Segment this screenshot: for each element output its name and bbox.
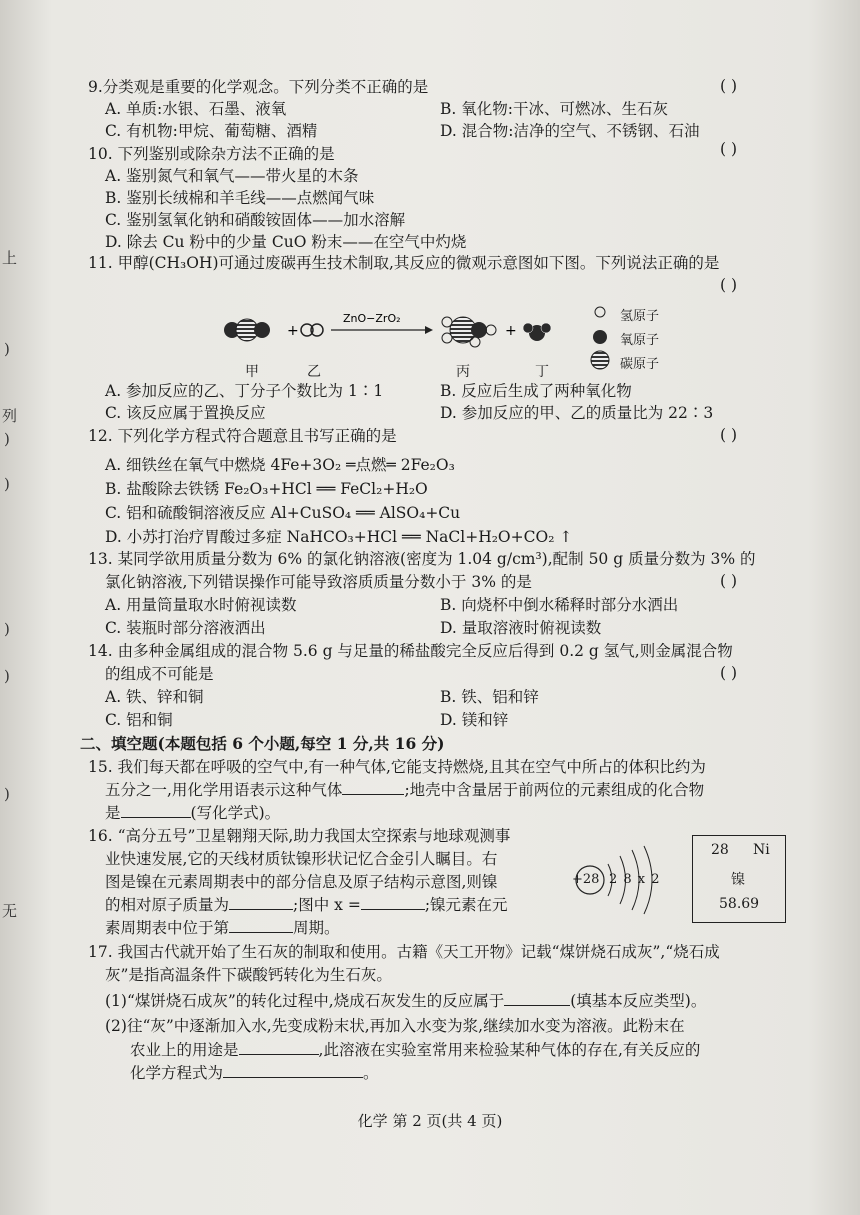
q15-text: ;地壳中含量居于前两位的元素组成的化合物 — [404, 781, 705, 799]
atomic-number: 28 — [711, 842, 729, 858]
q17-blank-equation[interactable] — [223, 1063, 363, 1078]
q16-text: 的相对原子质量为 — [105, 896, 230, 914]
catalyst-label: ZnO−ZrO₂ — [343, 312, 401, 325]
q15-blank-1[interactable] — [342, 780, 404, 795]
electron-shells: 2 8 x 2 — [609, 872, 661, 887]
margin-mark: ) — [4, 667, 10, 685]
q11-answer-paren[interactable]: ( ) — [720, 276, 738, 294]
water-molecule — [523, 323, 551, 341]
q13-stem-line1: 13. 某同学欲用质量分数为 6% 的氯化钠溶液(密度为 1.04 g/cm³),配制 50 g 质量分数为 3% 的 — [88, 550, 756, 568]
legend-oxygen: 氧原子 — [620, 333, 660, 348]
q15-line2 — [105, 780, 704, 800]
q10-option-a: A. 鉴别氮气和氧气——带火星的木条 — [105, 167, 359, 185]
q17-sub2-line3 — [130, 1063, 379, 1083]
q9-option-b: B. 氧化物:干冰、可燃冰、生石灰 — [440, 100, 668, 118]
q17-text: (填基本反应类型)。 — [570, 992, 707, 1010]
label-jia: 甲 — [245, 364, 259, 380]
q17-text: ,此溶液在实验室常用来检验某种气体的存在,有关反应的 — [318, 1041, 701, 1059]
q17-text: 化学方程式为 — [130, 1064, 224, 1082]
margin-mark: ) — [4, 340, 10, 358]
q13-stem-line2: 氯化钠溶液,下列错误操作可能导致溶质质量分数小于 3% 的是 — [105, 573, 532, 591]
q10-answer-paren[interactable]: ( ) — [720, 140, 738, 158]
reaction-diagram — [215, 300, 795, 380]
q16-line5 — [105, 918, 340, 938]
q13-option-c: C. 装瓶时部分溶液洒出 — [105, 619, 266, 637]
q17-sub2-line2 — [130, 1040, 700, 1060]
q11-option-d: D. 参加反应的甲、乙的质量比为 22∶3 — [440, 404, 714, 422]
q10-option-d: D. 除去 Cu 粉中的少量 CuO 粉末——在空气中灼烧 — [105, 233, 467, 251]
q11-option-a: A. 参加反应的乙、丁分子个数比为 1∶1 — [105, 382, 384, 400]
carbon-legend-icon — [591, 351, 609, 369]
q12-option-c: C. 铝和硫酸铜溶液反应 Al+CuSO₄ ══ AlSO₄+Cu — [105, 504, 461, 522]
q12-answer-paren[interactable]: ( ) — [720, 426, 738, 444]
q16-text: ;图中 x = — [293, 896, 361, 914]
q12-stem: 12. 下列化学方程式符合题意且书写正确的是 — [88, 427, 397, 445]
co2-molecule — [224, 319, 270, 341]
q10-option-b: B. 鉴别长绒棉和羊毛线——点燃闻气味 — [105, 189, 375, 207]
page-footer: 化学 第 2 页(共 4 页) — [357, 1112, 503, 1130]
plus-sign: + — [505, 323, 517, 339]
q11-option-c: C. 该反应属于置换反应 — [105, 404, 266, 422]
q16-line4 — [105, 895, 508, 915]
q12-option-a: A. 细铁丝在氧气中燃烧 4Fe+3O₂ ═点燃═ 2Fe₂O₃ — [105, 456, 455, 474]
atomic-mass: 58.69 — [719, 896, 760, 912]
q11-stem: 11. 甲醇(CH₃OH)可通过废碳再生技术制取,其反应的微观示意图如下图。下列说法正确的是 — [88, 254, 720, 272]
h2-molecule — [301, 324, 323, 336]
q17-line2: 灰”是指高温条件下碳酸钙转化为生石灰。 — [105, 966, 392, 984]
q13-option-b: B. 向烧杯中倒水稀释时部分水洒出 — [440, 596, 679, 614]
q16-line2: 业快速发展,它的天线材质钛镍形状记忆合金引人瞩目。右 — [105, 850, 498, 868]
margin-mark: 上 — [2, 249, 18, 267]
q17-text: 农业上的用途是 — [130, 1041, 239, 1059]
label-bing: 丙 — [456, 364, 470, 380]
q9-stem: 9.分类观是重要的化学观念。下列分类不正确的是 — [88, 78, 429, 96]
element-name: 镍 — [731, 872, 745, 888]
q15-text: 是 — [105, 804, 121, 822]
q17-line1: 17. 我国古代就开始了生石灰的制取和使用。古籍《天工开物》记载“煤饼烧石成灰”,“烧石成 — [88, 943, 720, 961]
q17-text: (1)“煤饼烧石成灰”的转化过程中,烧成石灰发生的反应属于 — [105, 992, 505, 1010]
q10-stem: 10. 下列鉴别或除杂方法不正确的是 — [88, 145, 335, 163]
q16-text: 周期。 — [293, 919, 340, 937]
q16-text: ;镍元素在元 — [424, 896, 508, 914]
hydrogen-legend-icon — [595, 307, 605, 317]
legend-hydrogen: 氢原子 — [620, 309, 660, 324]
q16-line3: 图是镍在元素周期表中的部分信息及原子结构示意图,则镍 — [105, 873, 498, 891]
margin-mark: ) — [4, 620, 10, 638]
oxygen-legend-icon — [593, 330, 607, 344]
q16-blank-period[interactable] — [229, 918, 293, 933]
q14-stem-line2: 的组成不可能是 — [105, 665, 214, 683]
nucleus-charge: +28 — [572, 872, 600, 887]
q14-stem-line1: 14. 由多种金属组成的混合物 5.6 g 与足量的稀盐酸完全反应后得到 0.2 g 氢气,则金属混合物 — [88, 642, 733, 660]
methanol-molecule — [442, 317, 496, 347]
label-yi: 乙 — [307, 364, 321, 380]
q15-line1: 15. 我们每天都在呼吸的空气中,有一种气体,它能支持燃烧,且其在空气中所占的体积比约为 — [88, 758, 706, 776]
q14-option-a: A. 铁、锌和铜 — [105, 688, 204, 706]
periodic-table-cell — [692, 835, 786, 923]
q9-answer-paren[interactable]: ( ) — [720, 77, 738, 95]
label-ding: 丁 — [535, 364, 549, 380]
margin-mark: ) — [4, 430, 10, 448]
q10-option-c: C. 鉴别氢氧化钠和硝酸铵固体——加水溶解 — [105, 211, 406, 229]
q14-option-b: B. 铁、铝和锌 — [440, 688, 539, 706]
q13-answer-paren[interactable]: ( ) — [720, 572, 738, 590]
q17-text: 。 — [363, 1064, 379, 1082]
margin-mark: 列 — [2, 407, 18, 425]
q16-text: 素周期表中位于第 — [105, 919, 230, 937]
margin-mark: ) — [4, 475, 10, 493]
legend-carbon: 碳原子 — [620, 357, 660, 372]
q16-blank-mass[interactable] — [229, 895, 293, 910]
q15-text: (写化学式)。 — [190, 804, 281, 822]
q12-option-b: B. 盐酸除去铁锈 Fe₂O₃+HCl ══ FeCl₂+H₂O — [105, 480, 428, 498]
section-heading: 二、填空题(本题包括 6 个小题,每空 1 分,共 16 分) — [80, 734, 445, 753]
q13-option-d: D. 量取溶液时俯视读数 — [440, 619, 602, 637]
q16-blank-x[interactable] — [361, 895, 425, 910]
q14-answer-paren[interactable]: ( ) — [720, 664, 738, 682]
q11-option-b: B. 反应后生成了两种氧化物 — [440, 382, 632, 400]
plus-sign: + — [287, 323, 299, 339]
q9-option-c: C. 有机物:甲烷、葡萄糖、酒精 — [105, 122, 318, 140]
q17-sub2-line1: (2)往“灰”中逐渐加入水,先变成粉末状,再加入水变为浆,继续加水变为溶液。此粉末在 — [105, 1017, 685, 1035]
q12-option-d: D. 小苏打治疗胃酸过多症 NaHCO₃+HCl ══ NaCl+H₂O+CO₂ ↑ — [105, 528, 573, 546]
q16-line1: 16. “高分五号”卫星翱翔天际,助力我国太空探索与地球观测事 — [88, 827, 511, 845]
q15-text: 五分之一,用化学用语表示这种气体 — [105, 781, 343, 799]
element-symbol: Ni — [753, 842, 770, 858]
q9-option-d: D. 混合物:洁净的空气、不锈钢、石油 — [440, 122, 700, 140]
q17-blank-reaction-type[interactable] — [504, 991, 570, 1006]
q17-blank-use[interactable] — [239, 1040, 319, 1055]
margin-mark: 无 — [2, 902, 18, 920]
q15-line3 — [105, 803, 280, 823]
q14-option-d: D. 镁和锌 — [440, 711, 509, 729]
q14-option-c: C. 铝和铜 — [105, 711, 173, 729]
q9-option-a: A. 单质:水银、石墨、液氧 — [105, 100, 287, 118]
margin-mark: ) — [4, 785, 10, 803]
q15-blank-2[interactable] — [121, 803, 191, 818]
q17-sub1 — [105, 991, 706, 1011]
q13-option-a: A. 用量筒量取水时俯视读数 — [105, 596, 297, 614]
